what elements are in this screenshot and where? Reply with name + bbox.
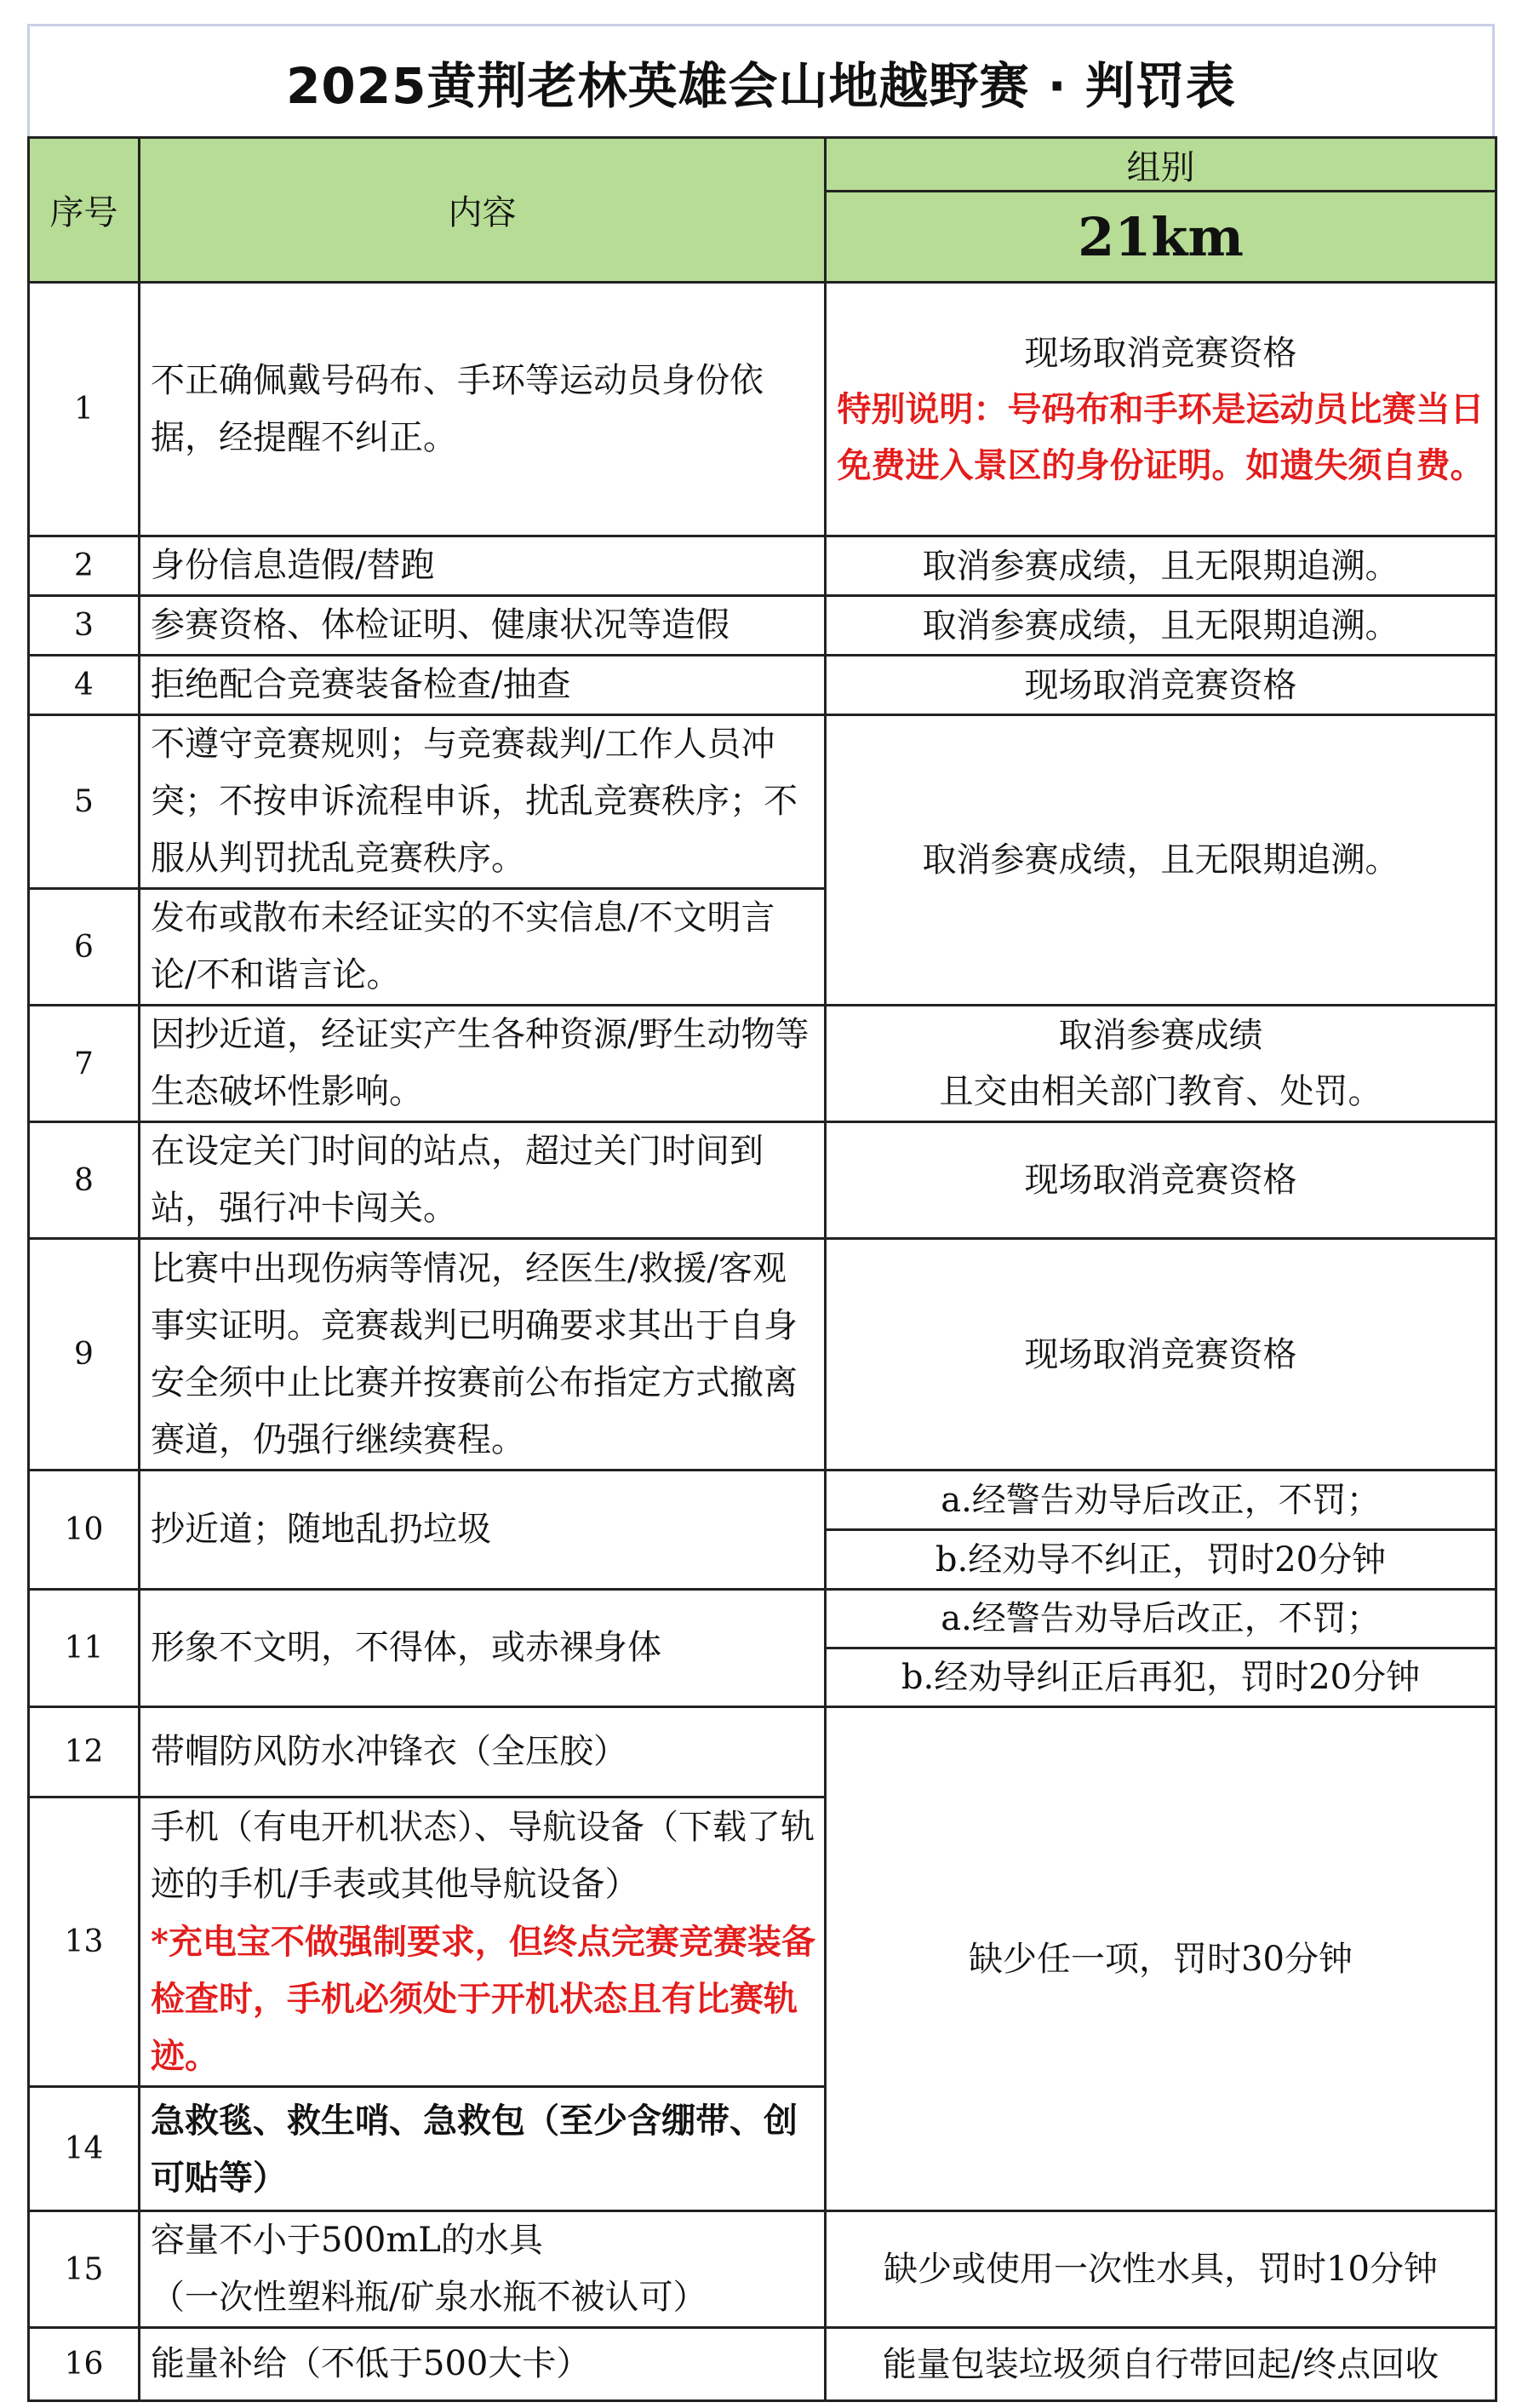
row-penalty: 取消参赛成绩，且无限期追溯。 [826, 536, 1496, 596]
row-penalty: 缺少任一项，罚时30分钟 [826, 1707, 1496, 2211]
penalty-sheet [27, 24, 1495, 2382]
header-row [29, 138, 1496, 192]
row-number: 6 [29, 889, 140, 1006]
row-content: 因抄近道，经证实产生各种资源/野生动物等生态破坏性影响。 [140, 1006, 826, 1122]
header-group: 组别 [826, 138, 1496, 192]
row-number: 3 [29, 596, 140, 656]
row-number: 15 [29, 2211, 140, 2328]
penalty-line-1: 取消参赛成绩 [1058, 1016, 1263, 1055]
row-penalty [826, 1006, 1496, 1122]
content-text: 手机（有电开机状态）、导航设备（下载了轨迹的手机/手表或其他导航设备） [151, 1808, 815, 1904]
table-row [29, 715, 1496, 889]
row-content: 比赛中出现伤病等情况，经医生/救援/客观事实证明。竞赛裁判已明确要求其出于自身安全须中止比赛并按赛前公布指定方式撤离赛道，仍强行继续赛程。 [140, 1239, 826, 1471]
row-number: 7 [29, 1006, 140, 1122]
row-penalty: 现场取消竞赛资格 [826, 656, 1496, 715]
table-row [29, 656, 1496, 715]
row-content: 拒绝配合竞赛装备检查/抽查 [140, 656, 826, 715]
row-penalty: 取消参赛成绩，且无限期追溯。 [826, 715, 1496, 1006]
row-content: 带帽防风防水冲锋衣（全压胶） [140, 1707, 826, 1797]
row-content: 不遵守竞赛规则；与竞赛裁判/工作人员冲突；不按申诉流程申诉，扰乱竞赛秩序；不服从判罚扰乱竞赛秩序。 [140, 715, 826, 889]
row-content: 在设定关门时间的站点，超过关门时间到站，强行冲卡闯关。 [140, 1122, 826, 1239]
content-line-2: （一次性塑料瓶/矿泉水瓶不被认可） [151, 2278, 707, 2317]
row-content [140, 2211, 826, 2328]
row-number: 8 [29, 1122, 140, 1239]
table-row [29, 1239, 1496, 1471]
penalty-option-a: a.经警告劝导后改正，不罚； [826, 1590, 1496, 1648]
row-number: 5 [29, 715, 140, 889]
penalty-option-a: a.经警告劝导后改正，不罚； [826, 1471, 1496, 1530]
header-content: 内容 [140, 138, 826, 283]
row-number: 9 [29, 1239, 140, 1471]
row-content: 参赛资格、体检证明、健康状况等造假 [140, 596, 826, 656]
row-number: 13 [29, 1797, 140, 2087]
row-penalty [826, 283, 1496, 536]
row-number: 4 [29, 656, 140, 715]
table-row [29, 2328, 1496, 2401]
table-row [29, 1471, 1496, 1530]
header-distance: 21km [826, 192, 1496, 283]
row-penalty: 现场取消竞赛资格 [826, 1122, 1496, 1239]
row-content: 不正确佩戴号码布、手环等运动员身份依据，经提醒不纠正。 [140, 283, 826, 536]
row-penalty: 能量包装垃圾须自行带回起/终点回收 [826, 2328, 1496, 2401]
penalty-option-b: b.经劝导纠正后再犯，罚时20分钟 [826, 1648, 1496, 1707]
row-number: 11 [29, 1590, 140, 1707]
special-note: 特别说明：号码布和手环是运动员比赛当日免费进入景区的身份证明。如遗失须自费。 [837, 388, 1485, 485]
penalty-option-b: b.经劝导不纠正，罚时20分钟 [826, 1530, 1496, 1590]
table-row [29, 536, 1496, 596]
table-row [29, 1707, 1496, 1797]
table-row [29, 2211, 1496, 2328]
table-row [29, 1590, 1496, 1648]
row-content: 能量补给（不低于500大卡） [140, 2328, 826, 2401]
table-row [29, 1006, 1496, 1122]
row-number: 1 [29, 283, 140, 536]
row-content: 发布或散布未经证实的不实信息/不文明言论/不和谐言论。 [140, 889, 826, 1006]
table-row [29, 1122, 1496, 1239]
row-content: 身份信息造假/替跑 [140, 536, 826, 596]
content-note: *充电宝不做强制要求，但终点完赛竞赛装备检查时，手机必须处于开机状态且有比赛轨迹。 [151, 1922, 815, 2076]
row-content [140, 1797, 826, 2087]
title-bar [27, 24, 1495, 136]
row-number: 10 [29, 1471, 140, 1590]
row-penalty: 取消参赛成绩，且无限期追溯。 [826, 596, 1496, 656]
row-number: 2 [29, 536, 140, 596]
content-line-1: 容量不小于500mL的水具 [151, 2221, 543, 2260]
table-row [29, 596, 1496, 656]
page-title: 2025黄荆老林英雄会山地越野赛 · 判罚表 [286, 56, 1236, 115]
penalty-table [27, 136, 1497, 2402]
table-row [29, 283, 1496, 536]
row-penalty: 缺少或使用一次性水具，罚时10分钟 [826, 2211, 1496, 2328]
penalty-text: 现场取消竞赛资格 [1024, 333, 1297, 373]
row-number: 12 [29, 1707, 140, 1797]
penalty-line-2: 且交由相关部门教育、处罚。 [939, 1072, 1382, 1111]
header-seq: 序号 [29, 138, 140, 283]
row-number: 14 [29, 2087, 140, 2211]
row-content: 形象不文明，不得体，或赤裸身体 [140, 1590, 826, 1707]
row-number: 16 [29, 2328, 140, 2401]
row-content: 抄近道；随地乱扔垃圾 [140, 1471, 826, 1590]
row-content: 急救毯、救生哨、急救包（至少含绷带、创可贴等） [140, 2087, 826, 2211]
row-penalty: 现场取消竞赛资格 [826, 1239, 1496, 1471]
